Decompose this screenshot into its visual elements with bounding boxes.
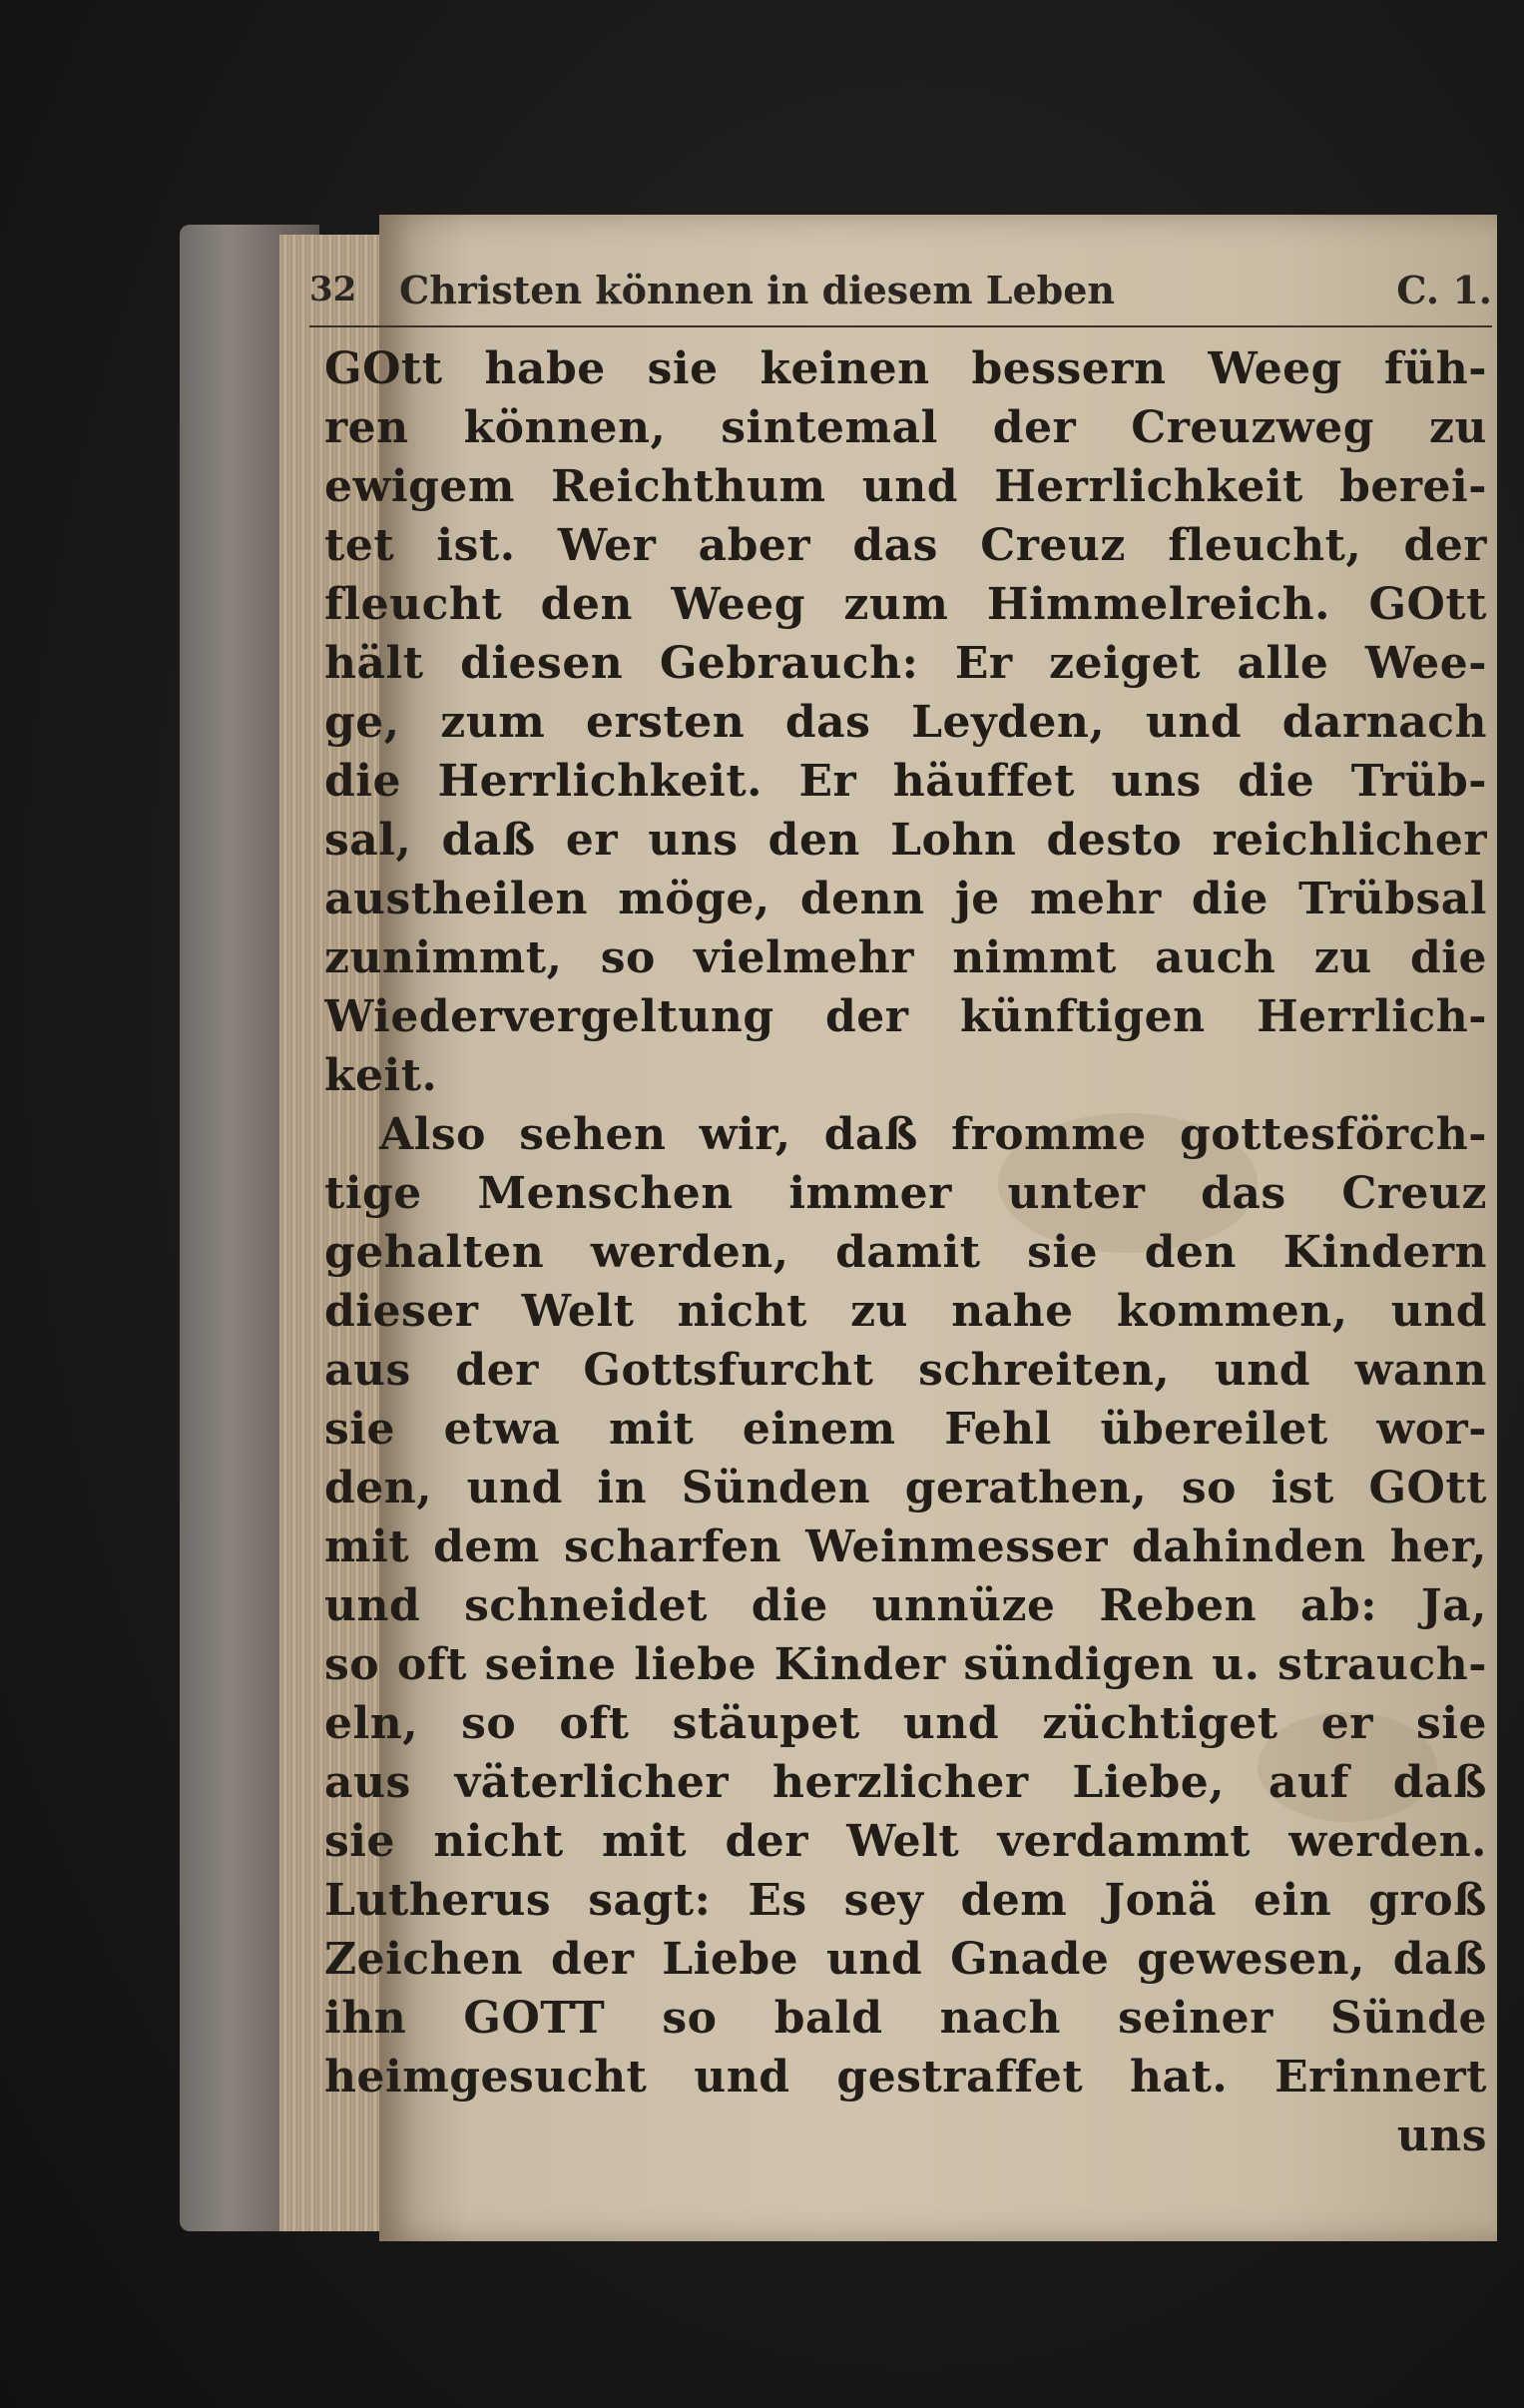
running-header bbox=[309, 270, 1492, 329]
text-line: Zeichen der Liebe und Gnade gewesen, daß bbox=[324, 1934, 1487, 1985]
text-line: gehalten werden, damit sie den Kindern bbox=[324, 1227, 1487, 1278]
text-line: eln, so oft stäupet und züchtiget er sie bbox=[324, 1698, 1487, 1749]
text-line: ihn GOTT so bald nach seiner Sünde bbox=[324, 1993, 1487, 2044]
header-rule bbox=[309, 325, 1492, 327]
text-line: GOtt habe sie keinen bessern Weeg füh- bbox=[324, 343, 1487, 394]
text-line: ewigem Reichthum und Herrlichkeit berei- bbox=[324, 461, 1487, 512]
text-line: Also sehen wir, daß fromme gottesförch- bbox=[379, 1109, 1487, 1160]
chapter-marker: C. 1. bbox=[1396, 268, 1492, 312]
body-text bbox=[324, 339, 1487, 2165]
text-line: die Herrlichkeit. Er häuffet uns die Trüb- bbox=[324, 756, 1487, 807]
text-line: und schneidet die unnüze Reben ab: Ja, bbox=[324, 1580, 1487, 1631]
text-line: keit. bbox=[324, 1050, 438, 1101]
text-line: fleucht den Weeg zum Himmelreich. GOtt bbox=[324, 579, 1487, 630]
catchword: uns bbox=[1396, 2110, 1487, 2161]
text-line: dieser Welt nicht zu nahe kommen, und bbox=[324, 1286, 1487, 1337]
text-line: heimgesucht und gestraffet hat. Erinnert bbox=[324, 2052, 1487, 2103]
text-line: so oft seine liebe Kinder sündigen u. strauch- bbox=[324, 1639, 1487, 1690]
page-number: 32 bbox=[309, 270, 357, 309]
text-line: ge, zum ersten das Leyden, und darnach bbox=[324, 697, 1487, 748]
text-line: tet ist. Wer aber das Creuz fleucht, der bbox=[324, 520, 1487, 571]
text-line: zunimmt, so vielmehr nimmt auch zu die bbox=[324, 932, 1487, 983]
text-line: Wiedervergeltung der künftigen Herrlich- bbox=[324, 991, 1487, 1042]
text-line: hält diesen Gebrauch: Er zeiget alle Wee- bbox=[324, 638, 1487, 689]
text-line: den, und in Sünden gerathen, so ist GOtt bbox=[324, 1463, 1487, 1513]
text-line: austheilen möge, denn je mehr die Trübsal bbox=[324, 874, 1487, 924]
text-line: sie nicht mit der Welt verdammt werden. bbox=[324, 1816, 1487, 1867]
text-line: mit dem scharfen Weinmesser dahinden her, bbox=[324, 1521, 1487, 1572]
text-line: ren können, sintemal der Creuzweg zu bbox=[324, 402, 1487, 453]
text-line: tige Menschen immer unter das Creuz bbox=[324, 1168, 1487, 1219]
running-title: Christen können in diesem Leben bbox=[399, 268, 1116, 312]
text-line: Lutherus sagt: Es sey dem Jonä ein groß bbox=[324, 1875, 1487, 1926]
text-line: aus väterlicher herzlicher Liebe, auf daß bbox=[324, 1757, 1487, 1808]
text-line: sie etwa mit einem Fehl übereilet wor- bbox=[324, 1404, 1487, 1455]
text-line: sal, daß er uns den Lohn desto reichlicher bbox=[324, 815, 1487, 866]
text-line: aus der Gottsfurcht schreiten, und wann bbox=[324, 1345, 1487, 1396]
